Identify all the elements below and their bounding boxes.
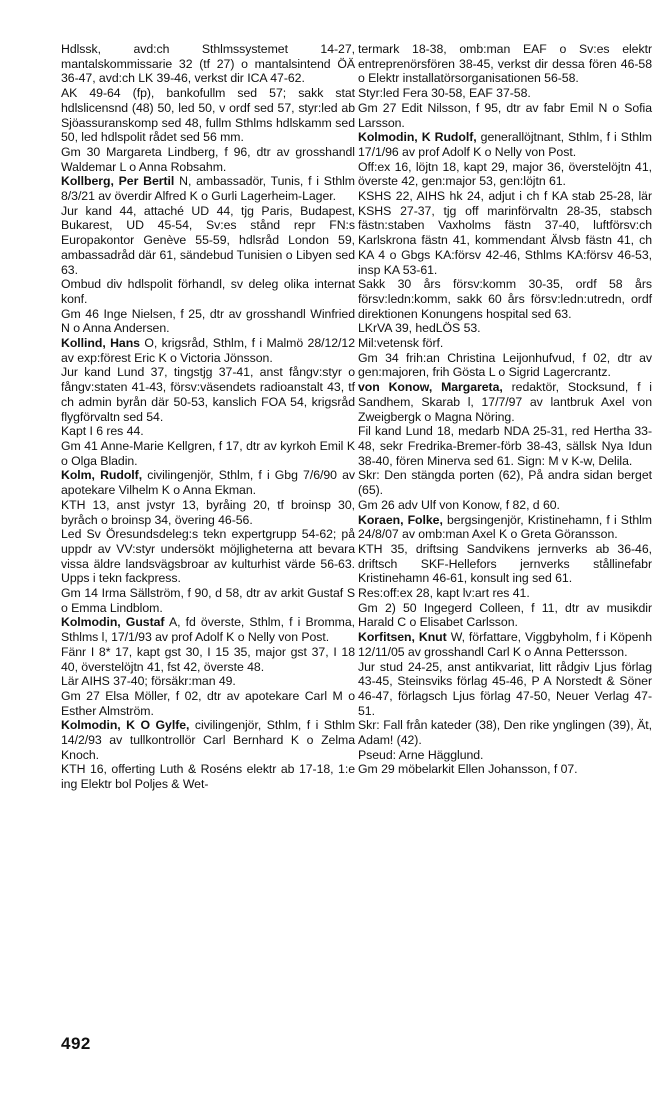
- entry-paragraph: [61, 718, 355, 762]
- entry-paragraph: [358, 42, 652, 86]
- biography-entry: [61, 174, 355, 336]
- entry-text: Styr:led Fera 30-58, EAF 37-58.: [358, 86, 531, 101]
- entry-paragraph: [358, 601, 652, 630]
- left-column: [61, 42, 355, 792]
- entry-paragraph: [358, 630, 652, 659]
- entry-text: Fil kand Lund 18, medarb NDA 25-31, red Hertha 33-48, sekr Fredrika-Bremer-förb 38-43, sällsk Nya Idun 38-40, fören Minerva sed 61. Sign: M v K-w, Delila.: [358, 424, 652, 468]
- entry-paragraph: [358, 748, 652, 763]
- entry-text: KTH 35, driftsing Sandvikens jernverks ab 36-46, driftsch SKF-Hellefors jernverks stållinefabr Kristinehamn 46-61, konsult ing sed 61.: [358, 541, 652, 586]
- entry-text: Gm 34 frih:an Christina Leijonhufvud, f 02, dtr av gen:majoren, frih Gösta L o Sigrid Lagercrantz.: [358, 350, 652, 380]
- entry-text: Gm 14 Irma Sällström, f 90, d 58, dtr av arkit Gustaf S o Emma Lindblom.: [61, 586, 355, 615]
- entry-paragraph: [358, 660, 652, 719]
- entry-paragraph: [358, 321, 652, 336]
- biography-entry: [61, 615, 355, 718]
- entry-paragraph: [61, 468, 355, 497]
- entry-paragraph: [358, 586, 652, 601]
- entry-text: civilingenjör, Sthlm, f i Sthlm 14/2/93 av tullkontrollör Carl Bernhard K o Zelma Knoch.: [61, 718, 356, 762]
- entry-text: civilingenjör, Sthlm, f i Gbg 7/6/90 av apotekare Vilhelm K o Anna Ekman.: [61, 468, 355, 498]
- entry-text: Skr: Fall från kateder (38), Den rike ynglingen (39), Ät, Adam! (42).: [358, 718, 652, 748]
- entry-paragraph: [358, 130, 652, 159]
- entry-paragraph: [358, 86, 652, 101]
- entry-text: A, fd överste, Sthlm, f i Bromma, Sthlms l, 17/1/93 av prof Adolf K o Nelly von Post.: [61, 615, 356, 645]
- entry-text: KTH 16, offerting Luth & Roséns elektr ab 17-18, 1:e ing Elektr bol Poljes & Wet-: [61, 762, 355, 792]
- biography-entry: [358, 513, 652, 631]
- entry-text: generallöjtnant, Sthlm, f i Sthlm 17/1/96 av prof Adolf K o Nelly von Post.: [358, 130, 652, 159]
- entry-text: Led Sv Öresundsdeleg:s tekn expertgrupp 54-62; på uppdr av VV:styr undersökt möjligheterna att bevara vissa äldre landsvägsbroar av kulturhist värde 56-63. Upps i tekn fackpress.: [61, 527, 355, 586]
- biography-entry: [61, 468, 355, 615]
- entry-name: Kolmodin, K O Gylfe,: [61, 718, 190, 733]
- entry-paragraph: [61, 762, 355, 791]
- biography-entry: [358, 630, 652, 777]
- entry-text: KSHS 22, AIHS hk 24, adjut i ch f KA stab 25-28, lär KSHS 27-37, tjg off marinförvaltn 28-35, stabsch fästn:staben Vaxholms fästn 37-40, luftförsv:ch Karlskrona fästn 41, kommendant Älvsb fästn 41, ch KA 4 o Gbgs KA:försv 42-46, Sthlms KA:försv 46-53, insp KA 53-61.: [358, 189, 652, 277]
- entry-name: von Konow, Margareta,: [358, 380, 503, 395]
- biography-entry: [61, 718, 355, 792]
- entry-text: Off:ex 16, löjtn 18, kapt 29, major 36, överstelöjtn 41, överste 42, gen:major 53, gen:löjtn 61.: [358, 159, 652, 189]
- entry-paragraph: [61, 498, 355, 527]
- entry-paragraph: [358, 762, 652, 777]
- entry-paragraph: [358, 424, 652, 468]
- entry-paragraph: [61, 145, 355, 174]
- entry-text: Gm 2) 50 Ingegerd Colleen, f 11, dtr av musikdir Harald C o Elisabet Carlsson.: [358, 600, 652, 630]
- entry-text: Hdlssk, avd:ch Sthlmssystemet 14-27, mantalskommissarie 32 (tf 27) o mantalsintend ÖÄ 36-47, avd:ch LK 39-46, verkst dir ICA 47-62.: [61, 42, 355, 86]
- entry-paragraph: [358, 468, 652, 497]
- entry-name: Kolmodin, Gustaf: [61, 615, 165, 630]
- biography-entry: [358, 42, 652, 130]
- entry-paragraph: [61, 174, 355, 203]
- entry-paragraph: [61, 42, 355, 86]
- entry-paragraph: [61, 645, 355, 674]
- entry-name: Kolm, Rudolf,: [61, 468, 143, 483]
- entry-paragraph: [61, 204, 355, 278]
- entry-text: LKrVA 39, hedLÖS 53.: [358, 321, 481, 336]
- entry-paragraph: [61, 615, 355, 644]
- right-column: [358, 42, 652, 777]
- entry-text: Kapt I 6 res 44.: [61, 424, 144, 439]
- entry-paragraph: [61, 86, 355, 145]
- entry-paragraph: [358, 336, 652, 351]
- entry-name: Kolmodin, K Rudolf,: [358, 130, 477, 145]
- entry-text: Gm 41 Anne-Marie Kellgren, f 17, dtr av kyrkoh Emil K o Olga Bladin.: [61, 438, 355, 468]
- entry-text: W, författare, Viggbyholm, f i Köpenh 12/11/05 av grosshandl Carl K o Anna Pettersson.: [358, 630, 652, 659]
- entry-text: Gm 29 möbelarkit Ellen Johansson, f 07.: [358, 762, 578, 777]
- entry-paragraph: [61, 527, 355, 586]
- entry-text: Pseud: Arne Hägglund.: [358, 747, 484, 762]
- entry-text: KTH 13, anst jvstyr 13, byråing 20, tf broinsp 30, byråch o broinsp 34, övering 46-56.: [61, 497, 355, 527]
- entry-paragraph: [358, 101, 652, 130]
- biography-entry: [61, 42, 355, 174]
- entry-text: Gm 46 Inge Nielsen, f 25, dtr av grosshandl Winfried N o Anna Andersen.: [61, 306, 355, 336]
- entry-paragraph: [61, 439, 355, 468]
- entry-paragraph: [61, 277, 355, 306]
- biography-entry: [61, 336, 355, 468]
- entry-text: bergsingenjör, Kristinehamn, f i Sthlm 24/8/07 av omb:man Axel K o Greta Göransson.: [358, 512, 652, 542]
- entry-text: Skr: Den stängda porten (62), På andra sidan berget (65).: [358, 468, 652, 498]
- entry-paragraph: [358, 513, 652, 542]
- entry-paragraph: [61, 674, 355, 689]
- entry-text: N, ambassadör, Tunis, f i Sthlm 8/3/21 av överdir Alfred K o Gurli Lagerheim-Lager.: [61, 174, 355, 204]
- entry-text: Jur kand Lund 37, tingstjg 37-41, anst fångv:styr o fångv:staten 41-43, försv:väsendets radioanstalt 43, tf ch admin byrån där 50-53, kanslich FOA 54, krigsråd flygförvaltn sed 54.: [61, 365, 355, 424]
- entry-text: Gm 30 Margareta Lindberg, f 96, dtr av grosshandl Waldemar L o Anna Robsahm.: [61, 144, 355, 174]
- entry-paragraph: [358, 351, 652, 380]
- entry-paragraph: [358, 277, 652, 321]
- entry-paragraph: [358, 160, 652, 189]
- entry-name: Kollberg, Per Bertil: [61, 174, 175, 189]
- page-number: 492: [61, 1034, 91, 1053]
- entry-text: Sakk 30 års försv:komm 30-35, ordf 58 års försv:ledn:komm, sakk 60 års försv:ledn:utredn, ordf direktionen Konungens hospital sed 63.: [358, 277, 652, 321]
- entry-text: Mil:vetensk förf.: [358, 336, 444, 351]
- entry-text: AK 49-64 (fp), bankofullm sed 57; sakk stat hdlslicensnd (48) 50, led 50, v ordf sed 57, styr:led ab Sjöassuranskomp sed 48, fullm Sthlms hdlskamm sed 50, led hdlspolit rådet sed 56 mm.: [61, 86, 355, 145]
- entry-text: Res:off:ex 28, kapt lv:art res 41.: [358, 586, 530, 601]
- entry-paragraph: [61, 336, 355, 365]
- entry-text: Jur kand 44, attaché UD 44, tjg Paris, Budapest, Bukarest, UD 45-54, Sv:es stånd repr FN:s Europakontor Genève 55-59, hdlsråd London 59, ambassadråd där 61, sändebud Tunisien o Libyen sed 63.: [61, 203, 355, 277]
- entry-paragraph: [358, 718, 652, 747]
- entry-paragraph: [61, 689, 355, 718]
- entry-paragraph: [358, 498, 652, 513]
- biography-entry: [358, 380, 652, 512]
- entry-paragraph: [358, 189, 652, 277]
- entry-paragraph: [358, 542, 652, 586]
- entry-text: termark 18-38, omb:man EAF o Sv:es elektr entreprenörsfören 38-45, verkst dir dessa fören 46-58 o Elektr installatörsorganisationen 56-58.: [358, 42, 652, 86]
- entry-name: Koraen, Folke,: [358, 512, 443, 527]
- entry-name: Kollind, Hans: [61, 336, 140, 351]
- entry-text: Jur stud 24-25, anst antikvariat, litt rådgiv Ljus förlag 43-45, Steinsviks förlag 45-46, P A Norstedt & Söner 46-47, förlagsch Ljus förlag 47-50, Neuer Verlag 47-51.: [358, 659, 652, 718]
- entry-text: Fänr I 8* 17, kapt gst 30, I 15 35, major gst 37, I 18 40, överstelöjtn 41, fst 42, överste 48.: [61, 644, 355, 674]
- entry-text: Gm 27 Elsa Möller, f 02, dtr av apotekare Carl M o Esther Almström.: [61, 688, 355, 718]
- entry-paragraph: [61, 586, 355, 615]
- entry-text: Lär AIHS 37-40; försäkr:man 49.: [61, 674, 236, 689]
- entry-text: Ombud div hdlspolit förhandl, sv deleg olika internat konf.: [61, 277, 355, 306]
- entry-text: Gm 26 adv Ulf von Konow, f 82, d 60.: [358, 497, 560, 512]
- biography-entry: [358, 130, 652, 380]
- entry-paragraph: [61, 424, 355, 439]
- entry-text: Gm 27 Edit Nilsson, f 95, dtr av fabr Emil N o Sofia Larsson.: [358, 100, 652, 130]
- entry-name: Korfitsen, Knut: [358, 630, 447, 645]
- entry-paragraph: [61, 365, 355, 424]
- entry-text: O, krigsråd, Sthlm, f i Malmö 28/12/12 av exp:förest Eric K o Victoria Jönsson.: [61, 336, 356, 365]
- entry-paragraph: [61, 307, 355, 336]
- entry-paragraph: [358, 380, 652, 424]
- entry-text: redaktör, Stocksund, f i Sandhem, Skarab l, 17/7/97 av lantbruk Axel von Zweigbergk o Magna Nöring.: [358, 380, 652, 424]
